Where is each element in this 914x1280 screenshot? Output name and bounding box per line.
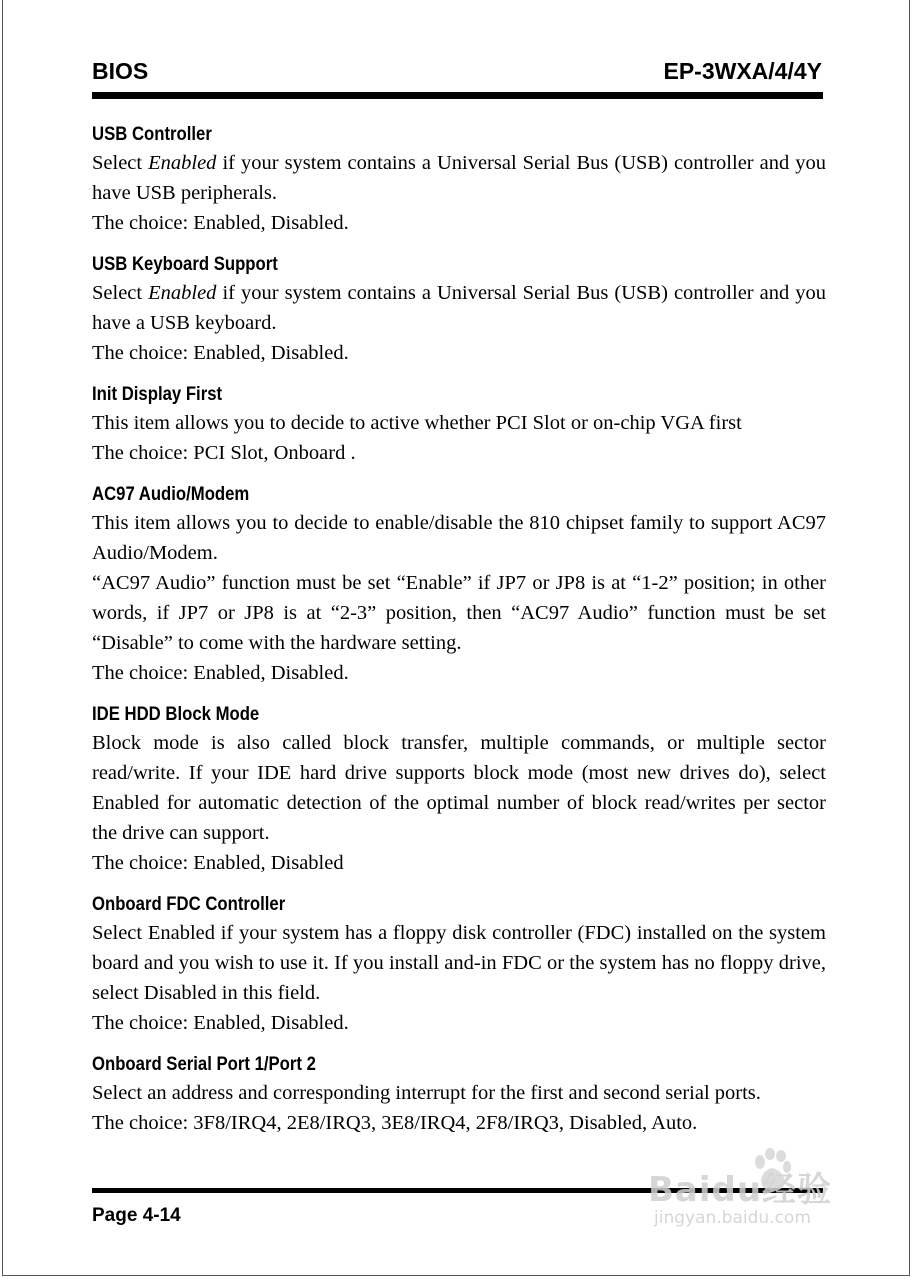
header-rule bbox=[92, 92, 823, 99]
section-paragraph: Select Enabled if your system contains a Universal Serial Bus (USB) controller and you have USB peripherals. bbox=[92, 152, 826, 204]
section-title: Onboard FDC Controller bbox=[92, 894, 286, 915]
section-paragraph: “AC97 Audio” function must be set “Enable” if JP7 or JP8 is at “1-2” position; in other words, if JP7 or JP8 is at “2-3” position, then “AC97 Audio” function must be set “Disable” to come with the hardware setting. bbox=[92, 572, 826, 654]
watermark-url: jingyan.baidu.com bbox=[654, 1208, 811, 1228]
section-paragraph: This item allows you to decide to enable/disable the 810 chipset family to support AC97 Audio/Modem. bbox=[92, 512, 826, 564]
section-usb-keyboard-support bbox=[92, 252, 826, 368]
section-paragraph: Block mode is also called block transfer, multiple commands, or multiple sector read/write. If your IDE hard drive supports block mode (most new drives do), select Enabled for automatic detection of the optimal number of block read/writes per sector the drive can support. bbox=[92, 732, 826, 844]
section-paragraph: This item allows you to decide to active whether PCI Slot or on-chip VGA first bbox=[92, 412, 742, 434]
section-choice: The choice: Enabled, Disabled bbox=[92, 852, 344, 874]
section-ide-hdd-block-mode bbox=[92, 702, 826, 878]
page-header bbox=[92, 58, 822, 86]
section-init-display-first bbox=[92, 382, 826, 468]
section-onboard-fdc-controller bbox=[92, 892, 826, 1038]
baidu-watermark bbox=[648, 1148, 868, 1248]
section-title: USB Keyboard Support bbox=[92, 254, 278, 275]
header-title: BIOS bbox=[92, 58, 149, 84]
section-title: AC97 Audio/Modem bbox=[92, 484, 250, 505]
section-ac97-audio-modem bbox=[92, 482, 826, 688]
section-paragraph: Select Enabled if your system has a floppy disk controller (FDC) installed on the system board and you wish to use it. If you install and-in FDC or the system has no floppy drive, select Disabled in this field. bbox=[92, 922, 826, 1004]
section-title: USB Controller bbox=[92, 124, 212, 145]
section-paragraph: Select an address and corresponding interrupt for the first and second serial ports. bbox=[92, 1082, 761, 1104]
section-choice: The choice: Enabled, Disabled. bbox=[92, 342, 349, 364]
section-choice: The choice: PCI Slot, Onboard . bbox=[92, 442, 356, 464]
section-title: IDE HDD Block Mode bbox=[92, 704, 260, 725]
header-model: EP-3WXA/4/4Y bbox=[663, 58, 822, 84]
section-title: Init Display First bbox=[92, 384, 223, 405]
section-title: Onboard Serial Port 1/Port 2 bbox=[92, 1054, 316, 1075]
section-choice: The choice: Enabled, Disabled. bbox=[92, 1012, 349, 1034]
section-paragraph: Select Enabled if your system contains a Universal Serial Bus (USB) controller and you have a USB keyboard. bbox=[92, 282, 826, 334]
section-choice: The choice: 3F8/IRQ4, 2E8/IRQ3, 3E8/IRQ4, 2F8/IRQ3, Disabled, Auto. bbox=[92, 1112, 698, 1134]
document-body bbox=[92, 122, 826, 1152]
page-number: Page 4-14 bbox=[92, 1205, 181, 1226]
section-choice: The choice: Enabled, Disabled. bbox=[92, 212, 349, 234]
section-onboard-serial-port bbox=[92, 1052, 826, 1138]
section-choice: The choice: Enabled, Disabled. bbox=[92, 662, 349, 684]
section-usb-controller bbox=[92, 122, 826, 238]
watermark-logo: Baidu经验 bbox=[648, 1170, 833, 1210]
